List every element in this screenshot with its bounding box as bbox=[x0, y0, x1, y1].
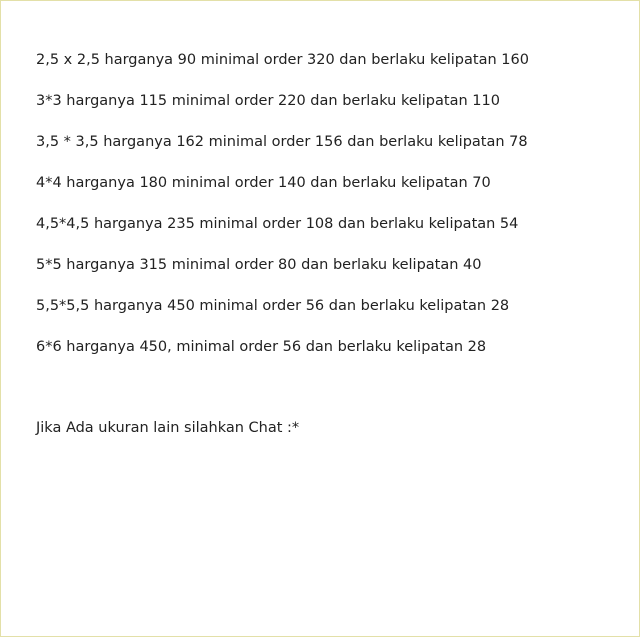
price-line-6: 6*6 harganya 450, minimal order 56 dan berlaku kelipatan 28 bbox=[36, 339, 487, 355]
price-line-4-5: 4,5*4,5 harganya 235 minimal order 108 dan berlaku kelipatan 54 bbox=[36, 216, 519, 232]
footer-note: Jika Ada ukuran lain silahkan Chat :* bbox=[36, 420, 300, 436]
price-list bbox=[36, 50, 629, 438]
price-line-3: 3*3 harganya 115 minimal order 220 dan berlaku kelipatan 110 bbox=[36, 93, 500, 109]
price-line-2-5: 2,5 x 2,5 harganya 90 minimal order 320 dan berlaku kelipatan 160 bbox=[36, 52, 529, 68]
price-line-5: 5*5 harganya 315 minimal order 80 dan berlaku kelipatan 40 bbox=[36, 257, 482, 273]
price-line-4: 4*4 harganya 180 minimal order 140 dan berlaku kelipatan 70 bbox=[36, 175, 491, 191]
price-line-3-5: 3,5 * 3,5 harganya 162 minimal order 156 dan berlaku kelipatan 78 bbox=[36, 134, 528, 150]
price-line-5-5: 5,5*5,5 harganya 450 minimal order 56 dan berlaku kelipatan 28 bbox=[36, 298, 510, 314]
